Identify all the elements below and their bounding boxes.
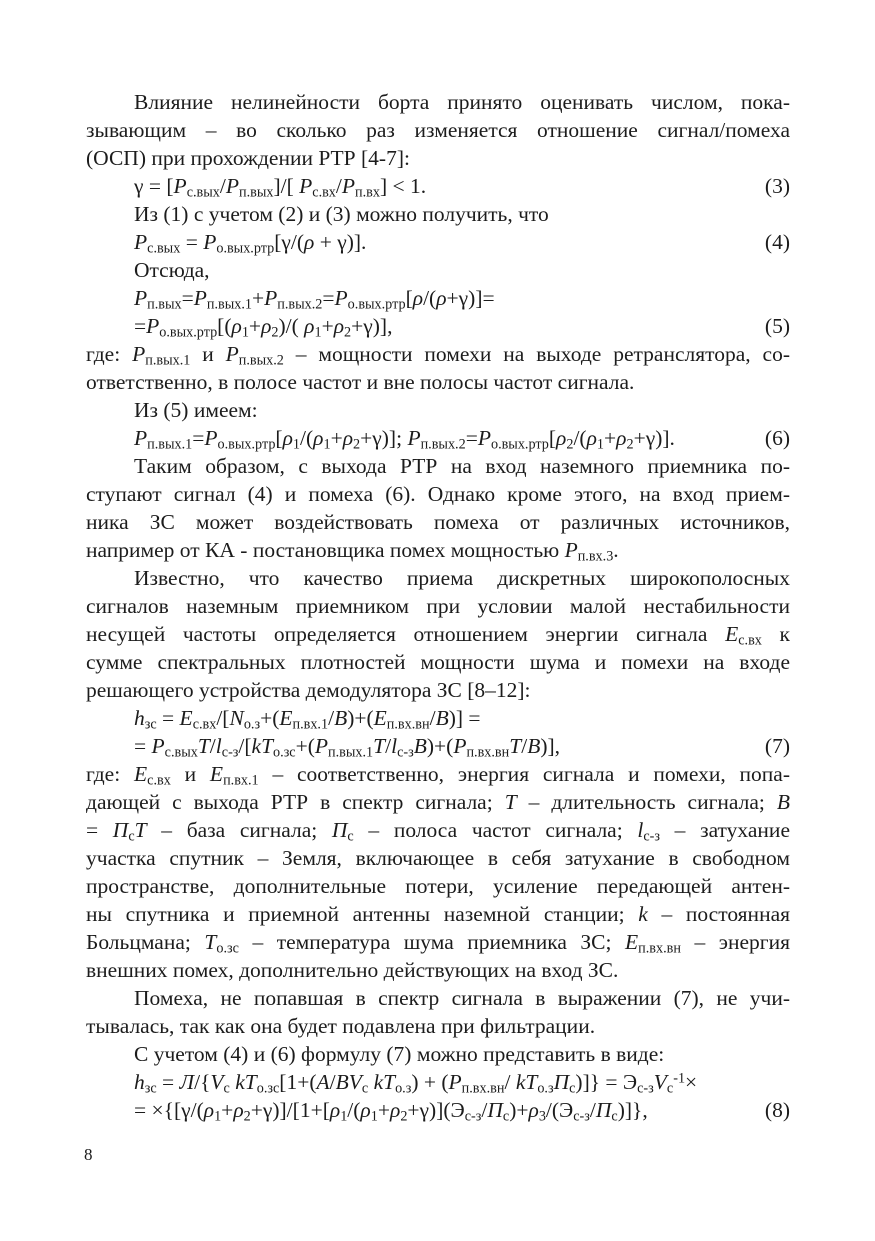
text-line-31: Больцмана; $T_{о.зс}$ – температура шума приемника ЗС; $E_{п.вх.вн}$ – энергия (86, 930, 790, 957)
text-line-36: $h_{зс} = Л/\{V_с$ $kT_{о.зс}[1+(A/BV_с$ $kT_{о.з}) + (P_{п.вх.вн}/$ $kT_{о.з}П_с)]\} = Э_{с-з}V_с^{-1}\times$ (134, 1070, 698, 1097)
text-line-19: сигналов наземным приемником при условии малой нестабильности (86, 594, 790, 618)
text-line-14: Таким образом, с выхода РТР на вход наземного приемника по- (134, 454, 790, 478)
text-line-9: $=P_{о.вых.ртр}[(\rho_1+\rho_2)/$( $\rho_1+\rho_2+\gamma$)], (134, 314, 393, 341)
text-line-27: = $П_сT$ – база сигнала; $П_с$ – полоса частот сигнала; $l_{с-з}$ – затухание (86, 818, 790, 845)
text-line-11: ответственно, в полосе частот и вне полосы частот сигнала. (86, 370, 635, 394)
text-line-12: Из (5) имеем: (134, 398, 258, 422)
text-line-1: Влияние нелинейности борта принято оценивать числом, пока- (134, 90, 790, 114)
text-line-2: зывающим – во сколько раз изменяется отношение сигнал/помеха (86, 118, 790, 142)
text-line-33: Помеха, не попавшая в спектр сигнала в выражении (7), не учи- (134, 986, 790, 1010)
text-line-15: ступают сигнал (4) и помеха (6). Однако кроме этого, на вход прием- (86, 482, 790, 506)
text-line-4: $\gamma = [P_{с.вых}/P_{п.вых}]/$[ $P_{с.вх}/P_{п.вх}] < 1$. (134, 174, 427, 201)
text-line-25: где: $E_{с.вх}$ и $E_{п.вх.1}$ – соответственно, энергия сигнала и помехи, попа- (86, 762, 790, 789)
text-line-5: Из (1) с учетом (2) и (3) можно получить, что (134, 202, 549, 226)
page-number: 8 (84, 1145, 93, 1164)
text-line-37: = $\times\{[\gamma/(\rho_1+\rho_2+\gamma)]/[1+[\rho_1/(\rho_1+\rho_2+\gamma)](Э_{с-з}/П_с)+\rho_3/(Э_{с-з}/П_с)]\}$, (134, 1098, 648, 1125)
text-line-32: внешних помех, дополнительно действующих на вход ЗС. (86, 958, 619, 982)
text-line-16: ника ЗС может воздействовать помеха от различных источников, (86, 510, 790, 534)
equation-number: (5) (764, 314, 790, 338)
text-line-26: дающей с выхода РТР в спектр сигнала; T – длительность сигнала; B (86, 790, 791, 814)
text-line-10: где: $P_{п.вых.1}$ и $P_{п.вых.2}$ – мощности помехи на выходе ретранслятора, со- (86, 342, 790, 369)
text-line-29: пространстве, дополнительные потери, усиление передающей антен- (86, 874, 790, 898)
equation-number: (8) (764, 1098, 790, 1122)
text-line-6: $P_{с.вых} = P_{о.вых.ртр}[\gamma/(\rho + \gamma)]$. (134, 230, 367, 257)
text-line-28: участка спутник – Земля, включающее в себя затухание в свободном (86, 846, 790, 870)
text-line-22: решающего устройства демодулятора ЗС [8–12]: (86, 678, 531, 702)
text-line-8: $P_{п.вых}=P_{п.вых.1}+P_{п.вых.2}=P_{о.вых.ртр}[\rho/(\rho+\gamma)]=$ (134, 286, 495, 313)
equation-number: (7) (764, 734, 790, 758)
equation-number: (6) (764, 426, 790, 450)
text-line-23: $h_{зс} = E_{с.вх}/[N_{о.з}+(E_{п.вх.1}/B)+(E_{п.вх.вн}/B)]$ = (134, 706, 481, 733)
text-line-3: (ОСП) при прохождении РТР [4-7]: (86, 146, 410, 170)
text-line-17: например от КА - постановщика помех мощностью $P_{п.вх.3}$. (86, 538, 619, 565)
text-line-21: сумме спектральных плотностей мощности шума и помехи на входе (86, 650, 790, 674)
text-line-30: ны спутника и приемной антенны наземной станции; k – постоянная (86, 902, 791, 926)
equation-number: (3) (764, 174, 790, 198)
text-line-34: тывалась, так как она будет подавлена при фильтрации. (86, 1014, 596, 1038)
text-line-13: $P_{п.вых.1}=P_{о.вых.ртр}[\rho_1/(\rho_1+\rho_2+\gamma)]$; $P_{п.вых.2}=P_{о.вых.ртр}[\rho_2/(\rho_1+\rho_2+\gamma)]$. (134, 426, 675, 453)
text-line-35: С учетом (4) и (6) формулу (7) можно представить в виде: (134, 1042, 665, 1066)
text-line-7: Отсюда, (134, 258, 210, 282)
text-line-20: несущей частоты определяется отношением энергии сигнала $E_{с.вх}$ к (86, 622, 790, 649)
text-line-24: = $P_{с.вых}T/l_{с-з}/[kT_{о.зс}+(P_{п.вых.1}T/l_{с-з}B)+(P_{п.вх.вн}T/B)]$, (134, 734, 561, 761)
text-line-18: Известно, что качество приема дискретных широкополосных (134, 566, 790, 590)
equation-number: (4) (764, 230, 790, 254)
